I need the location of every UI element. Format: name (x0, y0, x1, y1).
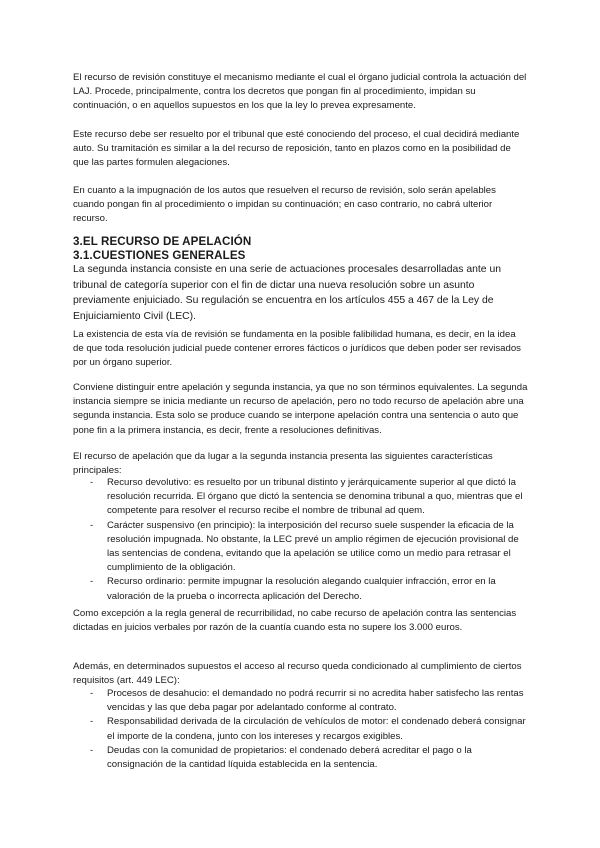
paragraph-text: En cuanto a la impugnación de los autos que resuelven el recurso de revisión, solo serán apelables cuando pongan fin al procedimiento o impidan su continuación; en caso contrario, no cabrá ulterior recurso. (73, 185, 496, 225)
list-item (73, 519, 528, 576)
paragraph-revision-mechanism (73, 71, 528, 114)
paragraph-fallibility (73, 328, 528, 371)
list-item-text: Recurso ordinario: permite impugnar la resolución alegando cualquier infracción, error en la valoración de la prueba o incorrecta aplicación del Derecho. (107, 576, 496, 602)
paragraph-text: El recurso de revisión constituye el mecanismo mediante el cual el órgano judicial controla la actuación del LAJ. Procede, principalmente, contra los decretos que pongan fin al procedimiento, impidan su continuación, o en aquellos supuestos en los que la ley lo prevea expresamente. (73, 72, 527, 112)
list-item-text: Carácter suspensivo (en principio): la interposición del recurso suele suspender la eficacia de la resolución impugnada. No obstante, la LEC prevé un amplio régimen de ejecución provisional de las sentencias de condena, evitando que la apelación se utilice como un medio para retrasar el cumplimiento de la obligación. (107, 519, 519, 574)
paragraph-text: Conviene distinguir entre apelación y segunda instancia, ya que no son términos equivalentes. La segunda instancia siempre se inicia mediante un recurso de apelación, pero no todo recurso de apelación abre una segunda instancia. Esta solo se produce cuando se interpone apelación contra una sentencia o auto que pone fin a la primera instancia, es decir, frente a resoluciones definitivas. (73, 382, 528, 436)
paragraph-distinction (73, 381, 528, 438)
subsection-heading-general (73, 249, 528, 263)
paragraph-revision-resolution (73, 128, 528, 171)
paragraph-text: La segunda instancia consiste en una serie de actuaciones procesales desarrolladas ante un tribunal de categoría superior con el fin de dictar una nueva resolución sobre un asunto previamente enjuiciado. Su regulación se encuentra en los artículos 455 a 467 de la Ley de Enjuiciamiento Civil (LEC). (73, 264, 502, 322)
list-item-text: Procesos de desahucio: el demandado no podrá recurrir si no acredita haber satisfecho las rentas vencidas y las que deba pagar por adelantado conforme al contrato. (107, 688, 524, 714)
list-item (73, 687, 528, 715)
list-item-text: Responsabilidad derivada de la circulación de vehículos de motor: el condenado deberá consignar el importe de la condena, junto con los intereses y recargos exigibles. (107, 716, 526, 742)
paragraph-text: Como excepción a la regla general de recurribilidad, no cabe recurso de apelación contra las sentencias dictadas en juicios verbales por razón de la cuantía cuando esta no supere los 3.000 euros. (73, 608, 517, 634)
list-item-text: Deudas con la comunidad de propietarios: el condenado deberá acreditar el pago o la consignación de la cantidad líquida establecida en la sentencia. (107, 744, 472, 771)
paragraph-text: Este recurso debe ser resuelto por el tribunal que esté conociendo del proceso, el cual decidirá mediante auto. Su tramitación es similar a la del recurso de reposición, tanto en plazos como en la posibilidad de que las partes formulen alegaciones. (73, 129, 520, 169)
heading-recurso-apelacion: 3.EL RECURSO DE APELACIÓN (73, 235, 252, 248)
requirements-list (73, 687, 528, 772)
list-item-text: Recurso devolutivo: es resuelto por un tribunal distinto y jerárquicamente superior al que dictó la resolución recurrida. El órgano que dictó la sentencia se denomina tribunal a quo, mientras que el competente para resolver el recurso recibe el nombre de tribunal ad quem. (107, 477, 523, 517)
paragraph-requirements (73, 660, 528, 688)
list-item (73, 575, 528, 603)
paragraph-characteristics (73, 450, 528, 478)
paragraph-text: El recurso de apelación que da lugar a la segunda instancia presenta las siguientes características principales: (73, 451, 493, 477)
list-item (73, 715, 528, 743)
heading-cuestiones-generales: 3.1.CUESTIONES GENERALES (73, 249, 246, 262)
paragraph-text: Además, en determinados supuestos el acceso al recurso queda condicionado al cumplimiento de ciertos requisitos (art. 449 LEC): (73, 661, 522, 687)
list-bullet: - (90, 576, 94, 588)
paragraph-exception (73, 607, 528, 635)
paragraph-revision-appeal (73, 184, 528, 227)
list-bullet: - (90, 688, 94, 699)
section-heading-appeal (73, 235, 528, 249)
list-item (73, 744, 528, 772)
list-bullet: - (90, 716, 94, 728)
paragraph-second-instance (73, 262, 528, 324)
list-bullet: - (90, 744, 94, 756)
list-item (73, 476, 528, 519)
characteristics-list (73, 476, 528, 604)
paragraph-text: La existencia de esta vía de revisión se fundamenta en la posible falibilidad humana, es decir, en la idea de que toda resolución judicial puede contener errores fácticos o jurídicos que deben poder ser revisados por un órgano superior. (73, 329, 521, 369)
list-bullet: - (90, 519, 94, 531)
list-bullet: - (90, 477, 94, 488)
